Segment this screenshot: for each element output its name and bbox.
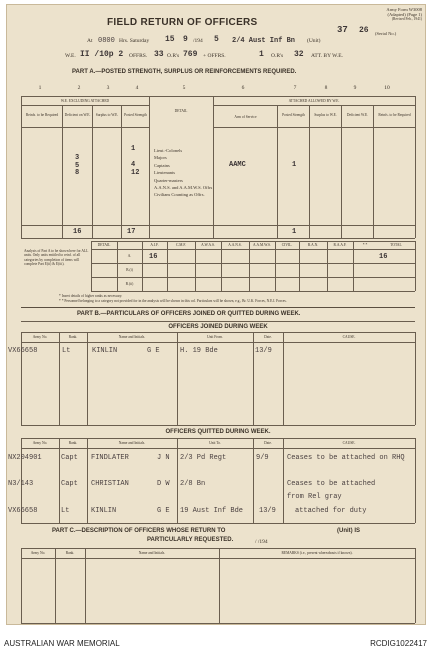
jvl-6 bbox=[415, 332, 416, 425]
qh-name: Name and Initials. bbox=[118, 441, 146, 445]
q1-unit: 2/3 Pd Regt bbox=[180, 454, 227, 462]
cvl-4 bbox=[415, 548, 416, 623]
army-form-revised: (Revised Feb., 1941) bbox=[391, 17, 422, 21]
qh-rank: Rank. bbox=[68, 441, 78, 445]
totals-bottom-rule bbox=[21, 238, 415, 239]
vline-a6 bbox=[277, 105, 278, 238]
jh-army-no: Army No. bbox=[32, 335, 48, 339]
posted-captains-value: 4 bbox=[131, 161, 136, 169]
rank-lt-col: Lieut.-Colonels bbox=[154, 148, 183, 153]
analysis-row-rule-1 bbox=[91, 263, 415, 264]
footer-bar bbox=[0, 636, 431, 653]
joined-row-rank: Lt bbox=[62, 347, 71, 355]
avl-4 bbox=[195, 241, 196, 291]
hdr-deficient-att: Deficient W.E. bbox=[346, 113, 369, 117]
vline-a9 bbox=[373, 105, 374, 238]
rank-qm: Quarter-masters bbox=[154, 177, 183, 183]
q2-name: CHRISTIAN bbox=[91, 480, 129, 488]
serial-value: 37 bbox=[337, 25, 348, 35]
q2-initials: D W bbox=[157, 480, 170, 488]
posted-values bbox=[131, 145, 139, 177]
q4-initials: G E bbox=[157, 507, 170, 515]
col-num-3: 3 bbox=[106, 85, 110, 91]
ranks-list bbox=[154, 147, 214, 197]
part-c-header-top-rule bbox=[21, 548, 415, 549]
qh-army-no: Army No. bbox=[32, 441, 48, 445]
an-hdr-ran: R.A.N. bbox=[307, 243, 319, 247]
part-c-date: / /194 bbox=[255, 539, 268, 545]
q1-initials: J N bbox=[157, 454, 170, 462]
footnote-2: * * Personnel belonging to a category not provided for in the analysis will be shown in this col. Particulars will be shown, e.g., Br. U.K. Forces, N.E.I. Forces. bbox=[59, 299, 287, 303]
jvl-3 bbox=[177, 332, 178, 425]
part-b-separator bbox=[21, 307, 415, 308]
col-num-10: 10 bbox=[384, 85, 390, 91]
rank-captains: Captains bbox=[154, 162, 170, 168]
avl-3 bbox=[167, 241, 168, 291]
joined-header-bottom-rule bbox=[21, 342, 415, 343]
jvl-4 bbox=[253, 332, 254, 425]
detail-header: DETAIL bbox=[174, 109, 188, 113]
col-num-8: 8 bbox=[324, 85, 328, 91]
posted-majors-value bbox=[131, 153, 139, 161]
serial-value-2: 26 bbox=[359, 26, 369, 35]
cvl-1 bbox=[55, 548, 56, 623]
posted-ltcol-value: 1 bbox=[131, 145, 136, 153]
part-c-heading: PART C.—DESCRIPTION OF OFFICERS WHOSE RETURN TO bbox=[52, 528, 226, 534]
rank-lieutenants: Lieutenants bbox=[154, 170, 175, 176]
date-day: 15 bbox=[165, 35, 175, 44]
q1-cause: Ceases to be attached on RHQ bbox=[287, 454, 405, 462]
q1-army-no: NX204901 bbox=[8, 454, 42, 462]
q2-rank: Capt bbox=[61, 480, 78, 488]
jh-rank: Rank. bbox=[68, 335, 78, 339]
quitted-header-bottom-rule bbox=[21, 448, 415, 449]
joined-top-rule bbox=[21, 321, 415, 322]
ors-label: O.R's bbox=[167, 53, 180, 59]
q2-army-no: N3/143 bbox=[8, 480, 34, 488]
we-label: W.E. bbox=[65, 53, 76, 59]
ch-rank: Rank. bbox=[65, 551, 75, 555]
ch-remarks: REMARKS (i.e., present whereabouts if known). bbox=[281, 551, 353, 555]
year-prefix: /194 bbox=[193, 38, 203, 44]
an-hdr-total: TOTAL bbox=[390, 243, 402, 247]
col-num-5: 5 bbox=[182, 85, 186, 91]
cvl-2 bbox=[85, 548, 86, 623]
offrs-value: 33 bbox=[154, 50, 164, 59]
quitted-heading: OFFICERS QUITTED DURING WEEK. bbox=[165, 429, 271, 435]
qvl-2 bbox=[87, 438, 88, 523]
an-hdr-cmf: C.M.F. bbox=[176, 243, 186, 247]
hdr-deficient: Deficient on W.E. bbox=[64, 113, 91, 117]
qh-date: Date. bbox=[264, 441, 272, 445]
an-hdr-other: * * bbox=[362, 243, 368, 247]
part-b-heading: PART B.—PARTICULARS OF OFFICERS JOINED OR QUITTED DURING WEEK. bbox=[77, 311, 301, 317]
hdr-reinf-required: Reinfs. to be Required bbox=[25, 113, 59, 117]
qvl-5 bbox=[283, 438, 284, 523]
att-ors-label: O.R's bbox=[271, 53, 284, 59]
qvl-3 bbox=[177, 438, 178, 523]
joined-bottom-rule bbox=[21, 425, 415, 426]
joined-header-top-rule bbox=[21, 332, 415, 333]
analysis-note: Analysis of Part A to be shown here for ALL units. Only units entitled to reinf. of all categories by completion of items will complete Part E(ii) & E(iii). bbox=[24, 249, 89, 267]
army-form-number: Army Form W3008 bbox=[386, 7, 422, 12]
serial-no-label: (Serial No.) bbox=[375, 31, 397, 36]
part-c-unit-label: (Unit) IS bbox=[337, 528, 360, 534]
hdr-arm: Arm of Service bbox=[234, 115, 257, 119]
rank-aans: A.A.N.S. and A.A.M.W.S. Offrs bbox=[154, 185, 213, 191]
rank-civilians: Civilians Counting as Offrs. bbox=[154, 191, 205, 197]
col-num-1: 1 bbox=[38, 85, 42, 91]
we-value: II /10p 2 bbox=[80, 50, 124, 59]
col-num-9: 9 bbox=[353, 85, 357, 91]
an-aif-value: 16 bbox=[149, 253, 158, 261]
posted-lieutenants-value: 12 bbox=[131, 169, 140, 177]
joined-row-army-no: VX66658 bbox=[8, 347, 38, 355]
hdr-posted-att: Posted Strength bbox=[282, 113, 305, 117]
vline-a1 bbox=[62, 105, 63, 238]
army-form-adapted: (Adapted) (Page 1) bbox=[387, 12, 422, 17]
qvl-1 bbox=[59, 438, 60, 523]
joined-row-initials: G E bbox=[147, 347, 160, 355]
sub-header-rule-right bbox=[213, 127, 415, 128]
analysis-bottom-rule bbox=[91, 291, 415, 292]
vline-a8 bbox=[341, 105, 342, 238]
we-excluding-header: W.E. EXCLUDING ATTACHED bbox=[60, 99, 110, 103]
att-posted-value: 1 bbox=[292, 161, 297, 169]
col-num-6: 6 bbox=[241, 85, 245, 91]
an-hdr-aans: A.A.N.S. bbox=[228, 243, 242, 247]
avl-5 bbox=[221, 241, 222, 291]
deficient-values bbox=[75, 155, 79, 178]
avl-11 bbox=[415, 241, 416, 291]
hrs-value: 0800 bbox=[98, 37, 115, 45]
sub-header-rule-left bbox=[21, 127, 149, 128]
deficient-captains-value: 3 bbox=[75, 154, 80, 162]
q3-cause: from Rel gray bbox=[287, 493, 342, 501]
joined-heading: OFFICERS JOINED DURING WEEK bbox=[168, 324, 268, 330]
ch-army-no: Army No. bbox=[30, 551, 46, 555]
part-c-line2: PARTICULARLY REQUESTED. bbox=[147, 537, 234, 543]
qh-unit-to: Unit To. bbox=[209, 441, 221, 445]
an-hdr-aif: A.I.F. bbox=[150, 243, 159, 247]
an-hdr-detail: DETAIL bbox=[97, 243, 111, 247]
avl-8 bbox=[299, 241, 300, 291]
vline-a10 bbox=[415, 96, 416, 238]
att-we-label: ATT. BY W.E. bbox=[311, 53, 343, 59]
q4-date: 13/9 bbox=[259, 507, 276, 515]
rank-majors: Majors bbox=[154, 155, 167, 161]
jvl-5 bbox=[283, 332, 284, 425]
quitted-header-top-rule bbox=[21, 438, 415, 439]
q4-name: KINLIN bbox=[91, 507, 117, 515]
form-title: FIELD RETURN OF OFFICERS bbox=[107, 17, 258, 28]
avl-6 bbox=[249, 241, 250, 291]
qvl-4 bbox=[253, 438, 254, 523]
q1-name: FINDLATER bbox=[91, 454, 129, 462]
deficient-qm-value: 8 bbox=[75, 169, 80, 177]
vline-a2 bbox=[92, 105, 93, 238]
col-num-2: 2 bbox=[77, 85, 81, 91]
part-a-top-rule bbox=[21, 96, 415, 97]
vline-a7 bbox=[309, 105, 310, 238]
hdr-surplus: Surplus to W.E. bbox=[95, 113, 119, 117]
q2-cause: Ceases to be attached bbox=[287, 480, 376, 488]
an-row-bi: B.(i) bbox=[126, 268, 133, 272]
jh-cause: CAUSE. bbox=[342, 335, 356, 339]
q4-army-no: VX66658 bbox=[8, 507, 38, 515]
avl-2 bbox=[142, 241, 143, 291]
att-ors-value: 32 bbox=[294, 50, 304, 59]
vline-a0 bbox=[21, 96, 22, 238]
joined-row-date: 13/9 bbox=[255, 347, 272, 355]
part-c-header-bottom-rule bbox=[21, 558, 415, 559]
part-c-bottom-rule bbox=[21, 623, 415, 624]
quitted-bottom-rule bbox=[21, 523, 415, 524]
total-posted: 17 bbox=[127, 228, 136, 236]
unit-value: 2/4 Aust Inf Bn bbox=[232, 37, 296, 45]
an-row-a: A. bbox=[127, 254, 132, 258]
joined-row-unit: H. 19 Bde bbox=[180, 347, 218, 355]
ch-name: Name and Initials. bbox=[138, 551, 166, 555]
hdr-surplus-att: Surplus to W.E. bbox=[314, 113, 337, 117]
deficient-lieutenants-value: 5 bbox=[75, 161, 80, 170]
an-hdr-civil: CIVIL. bbox=[281, 243, 293, 247]
vline-a3 bbox=[121, 105, 122, 238]
jvl-0 bbox=[21, 332, 22, 425]
offrs-label: OFFRS. bbox=[129, 53, 148, 59]
qh-cause: CAUSE. bbox=[342, 441, 356, 445]
arm-value: AAMC bbox=[229, 161, 246, 169]
joined-row-name: KINLIN bbox=[92, 347, 118, 355]
avl-10 bbox=[353, 241, 354, 291]
avl-7 bbox=[275, 241, 276, 291]
jh-name: Name and Initials. bbox=[118, 335, 146, 339]
q1-rank: Capt bbox=[61, 454, 78, 462]
q4-rank: Lt bbox=[61, 507, 70, 515]
hdr-reinf-att: Reinfs. to be Required bbox=[378, 113, 411, 117]
totals-top-rule bbox=[21, 225, 415, 226]
col-num-7: 7 bbox=[293, 85, 297, 91]
avl-9 bbox=[327, 241, 328, 291]
hdr-posted: Posted Strength bbox=[124, 113, 147, 117]
q4-unit: 19 Aust Inf Bde bbox=[180, 507, 244, 515]
footer-left: AUSTRALIAN WAR MEMORIAL bbox=[4, 639, 120, 648]
an-row-bii: B.(ii) bbox=[125, 282, 134, 286]
part-a-heading: PART A.—POSTED STRENGTH, SURPLUS OR REINFORCEMENTS REQUIRED. bbox=[72, 69, 297, 75]
jvl-2 bbox=[87, 332, 88, 425]
jvl-1 bbox=[59, 332, 60, 425]
footnote-1: * Insert details of higher ranks as necessary. bbox=[59, 294, 123, 298]
analysis-row-rule-2 bbox=[91, 277, 415, 278]
jh-date: Date. bbox=[264, 335, 272, 339]
att-offrs-value: 1 bbox=[259, 50, 264, 59]
q4-cause: attached for duty bbox=[295, 507, 367, 515]
an-total-value: 16 bbox=[379, 253, 388, 261]
total-att-posted: 1 bbox=[292, 228, 297, 236]
cvl-3 bbox=[219, 548, 220, 623]
cvl-0 bbox=[21, 548, 22, 623]
col-num-4: 4 bbox=[135, 85, 139, 91]
an-hdr-raaf: R.A.A.F. bbox=[333, 243, 347, 247]
q1-date: 9/9 bbox=[256, 454, 269, 462]
army-form-label bbox=[342, 7, 422, 21]
hrs-label: Hrs. Saturday bbox=[119, 38, 150, 44]
attached-allowed-header: ATTACHED ALLOWED BY W.E. bbox=[288, 99, 340, 103]
date-month: 9 bbox=[183, 35, 188, 44]
analysis-header-rule bbox=[91, 249, 415, 250]
unit-label: (Unit) bbox=[307, 38, 321, 44]
form-sheet bbox=[6, 4, 426, 625]
footer-right: RCDIG1022417 bbox=[370, 639, 427, 648]
q2-unit: 2/8 Bn bbox=[180, 480, 206, 488]
vline-a4 bbox=[149, 96, 150, 238]
an-hdr-awas: A.W.A.S. bbox=[201, 243, 215, 247]
ors-value: 769 bbox=[183, 50, 198, 59]
analysis-top-rule bbox=[91, 241, 415, 242]
total-deficient: 16 bbox=[73, 228, 82, 236]
jh-unit-from: Unit From. bbox=[207, 335, 223, 339]
we-header-rule bbox=[21, 105, 149, 106]
at-label: At bbox=[87, 38, 93, 44]
qvl-6 bbox=[415, 438, 416, 523]
an-hdr-aamws: A.A.M.W.S. bbox=[253, 243, 271, 247]
avl-0 bbox=[91, 241, 92, 291]
att-header-rule bbox=[213, 105, 415, 106]
year-value: 5 bbox=[214, 35, 219, 44]
plus-offrs: + OFFRS. bbox=[203, 53, 226, 59]
